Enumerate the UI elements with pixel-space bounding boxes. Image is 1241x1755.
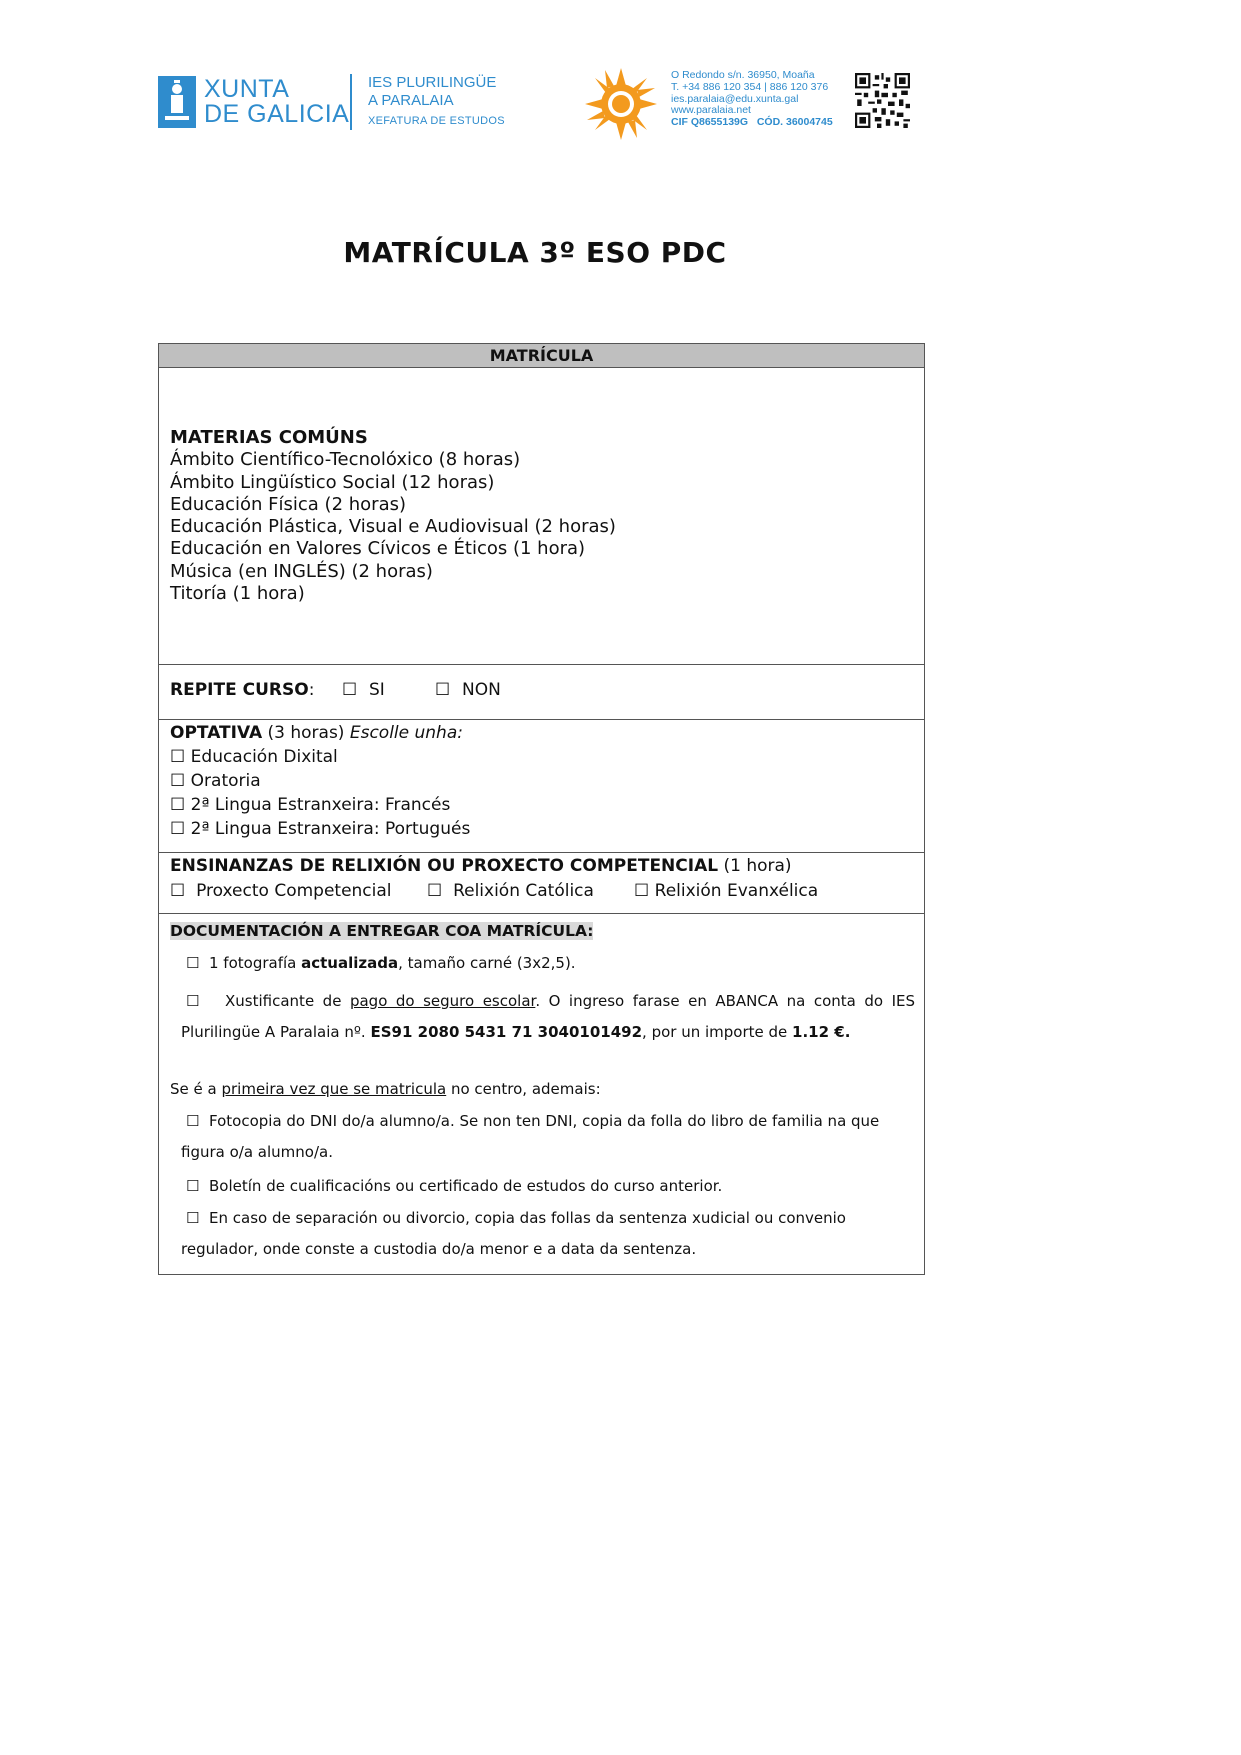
optional-checkbox[interactable]: ☐ bbox=[170, 819, 186, 839]
doc-photo-text: 1 fotografía bbox=[209, 954, 302, 972]
doc-photo-text-end: , tamaño carné (3x2,5). bbox=[398, 954, 576, 972]
contact-email: ies.paralaia@edu.xunta.gal bbox=[671, 92, 799, 105]
contact-phone: T. +34 886 120 354 | 886 120 376 bbox=[671, 80, 829, 93]
subject-item: Educación Plástica, Visual e Audiovisual (2 horas) bbox=[170, 516, 616, 538]
contact-block bbox=[671, 70, 833, 129]
optional-option-row[interactable] bbox=[170, 745, 470, 769]
doc-divorce-checkbox[interactable]: ☐ bbox=[186, 1209, 200, 1227]
row-divider bbox=[159, 664, 924, 665]
optional-checkbox[interactable]: ☐ bbox=[170, 795, 186, 815]
repeat-course-colon: : bbox=[308, 680, 315, 700]
doc-grades-text: Boletín de cualificacións ou certificado de estudos do curso anterior. bbox=[209, 1177, 723, 1195]
doc-dni-checkbox[interactable]: ☐ bbox=[186, 1112, 200, 1130]
doc-insurance-line2: Plurilingüe A Paralaia nº. bbox=[181, 1023, 371, 1041]
religion-label: ENSINANZAS DE RELIXIÓN OU PROXECTO COMPETENCIAL bbox=[170, 856, 719, 876]
religion-checkbox[interactable]: ☐ bbox=[634, 881, 650, 901]
repeat-no-checkbox[interactable]: ☐ bbox=[435, 680, 451, 700]
optional-section bbox=[170, 721, 470, 841]
doc-photo-item bbox=[186, 952, 576, 974]
doc-insurance-line2-mid: , por un importe de bbox=[642, 1023, 793, 1041]
religion-section bbox=[170, 854, 915, 906]
subject-item: Educación en Valores Cívicos e Éticos (1 hora) bbox=[170, 538, 586, 560]
subject-item: Ámbito Lingüístico Social (12 horas) bbox=[170, 471, 495, 493]
common-subjects-heading: MATERIAS COMÚNS bbox=[170, 427, 368, 448]
bank-account-number: ES91 2080 5431 71 3040101492 bbox=[370, 1023, 643, 1041]
doc-dni-item bbox=[181, 1106, 880, 1168]
contact-address: O Redondo s/n. 36950, Moaña bbox=[671, 69, 815, 81]
doc-photo-checkbox[interactable]: ☐ bbox=[186, 954, 200, 972]
first-time-underlined: primeira vez que se matricula bbox=[221, 1080, 447, 1098]
religion-option-label: Relixión Evanxélica bbox=[654, 881, 819, 901]
common-subjects-section bbox=[170, 427, 616, 605]
optional-option-label: Educación Dixital bbox=[190, 747, 338, 767]
qr-code-icon bbox=[855, 73, 910, 128]
row-divider bbox=[159, 852, 924, 853]
xunta-wordmark bbox=[204, 77, 349, 127]
repeat-no-label: NON bbox=[462, 680, 501, 700]
repeat-course-label: REPITE CURSO bbox=[170, 680, 309, 700]
doc-insurance-text: Xustificante de bbox=[225, 992, 350, 1010]
row-divider bbox=[159, 913, 924, 914]
optional-label: OPTATIVA bbox=[170, 723, 263, 743]
optional-option-label: 2ª Lingua Estranxeira: Portugués bbox=[190, 819, 471, 839]
doc-insurance-checkbox[interactable]: ☐ bbox=[186, 992, 200, 1010]
page-title: MATRÍCULA 3º ESO PDC bbox=[343, 236, 727, 269]
religion-checkbox[interactable]: ☐ bbox=[170, 881, 186, 901]
insurance-amount: 1.12 €. bbox=[792, 1023, 851, 1041]
header-divider bbox=[350, 74, 352, 130]
religion-option[interactable] bbox=[427, 879, 594, 903]
doc-photo-bold: actualizada bbox=[301, 954, 399, 972]
doc-insurance-text-end: . O ingreso farase en ABANCA na conta do IES bbox=[535, 992, 916, 1010]
doc-grades-item bbox=[186, 1175, 722, 1197]
paralaia-sun-logo-icon bbox=[585, 68, 657, 140]
religion-option-label: Relixión Católica bbox=[453, 881, 594, 901]
doc-divorce-item bbox=[181, 1203, 846, 1265]
religion-option[interactable] bbox=[634, 879, 818, 903]
optional-option-label: 2ª Lingua Estranxeira: Francés bbox=[190, 795, 451, 815]
xunta-line1: XUNTA bbox=[204, 75, 290, 103]
enrollment-table bbox=[158, 343, 925, 1275]
xunta-line2: DE GALICIA bbox=[204, 100, 350, 128]
subject-item: Música (en INGLÉS) (2 horas) bbox=[170, 560, 433, 582]
optional-option-row[interactable] bbox=[170, 817, 470, 841]
doc-insurance-underlined: pago do seguro escolar bbox=[349, 992, 536, 1010]
doc-divorce-line2: regulador, onde conste a custodia do/a menor e a data da sentenza. bbox=[181, 1240, 697, 1258]
optional-checkbox[interactable]: ☐ bbox=[170, 747, 186, 767]
repeat-course-row bbox=[170, 680, 910, 704]
subject-item: Educación Física (2 horas) bbox=[170, 493, 407, 515]
optional-option-row[interactable] bbox=[170, 793, 470, 817]
first-time-note bbox=[170, 1078, 601, 1100]
optional-instruction: Escolle unha: bbox=[349, 723, 463, 743]
school-department: XEFATURA DE ESTUDOS bbox=[368, 115, 505, 127]
subject-item: Titoría (1 hora) bbox=[170, 583, 305, 605]
religion-option-label: Proxecto Competencial bbox=[196, 881, 392, 901]
first-time-text-end: no centro, ademais: bbox=[446, 1080, 601, 1098]
school-line1: IES PLURILINGÜE bbox=[368, 74, 497, 91]
optional-checkbox[interactable]: ☐ bbox=[170, 771, 186, 791]
first-time-text: Se é a bbox=[170, 1080, 222, 1098]
contact-cif: CIF Q8655139G bbox=[671, 116, 749, 129]
repeat-yes-checkbox[interactable]: ☐ bbox=[342, 680, 358, 700]
religion-hours: (1 hora) bbox=[718, 856, 792, 876]
doc-dni-line2: figura o/a alumno/a. bbox=[181, 1143, 333, 1161]
xunta-emblem-icon bbox=[158, 76, 196, 128]
religion-checkbox[interactable]: ☐ bbox=[427, 881, 443, 901]
optional-option-row[interactable] bbox=[170, 769, 470, 793]
contact-web: www.paralaia.net bbox=[671, 104, 751, 117]
doc-divorce-line1: En caso de separación ou divorcio, copia das follas da sentenza xudicial ou convenio bbox=[209, 1209, 846, 1227]
optional-hours: (3 horas) bbox=[262, 723, 350, 743]
doc-insurance-item bbox=[181, 986, 916, 1048]
documentation-section bbox=[170, 920, 916, 1258]
optional-option-label: Oratoria bbox=[190, 771, 261, 791]
contact-cod: CÓD. 36004745 bbox=[756, 116, 833, 129]
doc-dni-line1: Fotocopia do DNI do/a alumno/a. Se non ten DNI, copia da folla do libro de familia na que bbox=[209, 1112, 880, 1130]
repeat-yes-label: SI bbox=[369, 680, 385, 700]
religion-option[interactable] bbox=[170, 879, 392, 903]
school-name bbox=[368, 74, 496, 110]
table-header: MATRÍCULA bbox=[159, 344, 924, 368]
school-line2: A PARALAIA bbox=[368, 92, 454, 109]
subject-item: Ámbito Científico-Tecnolóxico (8 horas) bbox=[170, 449, 521, 471]
row-divider bbox=[159, 719, 924, 720]
documentation-heading: DOCUMENTACIÓN A ENTREGAR COA MATRÍCULA: bbox=[170, 922, 594, 940]
doc-grades-checkbox[interactable]: ☐ bbox=[186, 1177, 200, 1195]
